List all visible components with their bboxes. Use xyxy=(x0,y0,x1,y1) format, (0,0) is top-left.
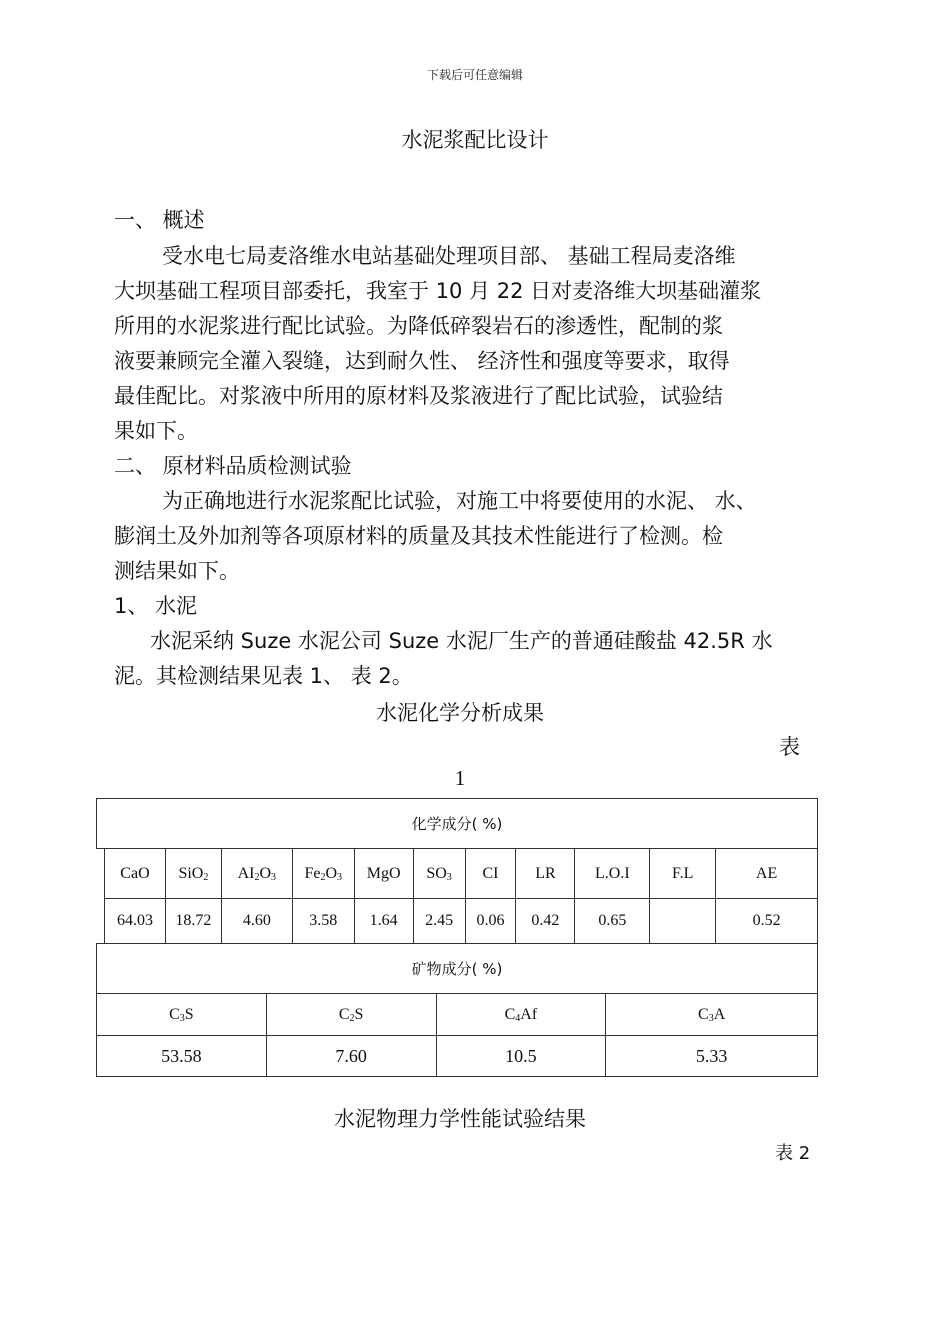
formula-subscript: 2 xyxy=(254,871,260,883)
chem-column-header xyxy=(465,849,516,899)
section2-line: 测结果如下。 xyxy=(114,559,240,583)
formula-text: MgO xyxy=(366,864,401,882)
formula-subscript: 3 xyxy=(271,871,277,883)
document-title: 水泥浆配比设计 xyxy=(401,128,549,152)
chem-column-header xyxy=(516,849,575,899)
chem-column-header xyxy=(354,849,413,899)
formula-subscript: 2 xyxy=(203,871,209,883)
table1-label-number: 1 xyxy=(454,766,466,790)
section2-heading: 二、 原材料品质检测试验 xyxy=(114,454,352,478)
mineral-column-header xyxy=(97,994,267,1036)
formula-text: LR xyxy=(535,864,556,882)
mineral-composition-table xyxy=(96,943,818,1077)
formula-text: Fe xyxy=(304,864,321,882)
page-header: 下载后可任意编辑 xyxy=(426,68,523,82)
formula-text: A xyxy=(713,1005,726,1023)
chem-value-cell: 0.42 xyxy=(516,899,575,944)
chem-column-header xyxy=(716,849,818,899)
chem-value-cell: 64.03 xyxy=(105,899,166,944)
chem-column-header xyxy=(292,849,354,899)
section1-line: 最佳配比。对浆液中所用的原材料及浆液进行了配比试验，试验结 xyxy=(114,384,723,408)
chem-column-header xyxy=(221,849,292,899)
mineral-column-header xyxy=(436,994,606,1036)
chem-column-header xyxy=(575,849,650,899)
formula-text: C xyxy=(504,1005,516,1023)
formula-subscript: 2 xyxy=(349,1012,355,1024)
chem-value-cell: 1.64 xyxy=(354,899,413,944)
chem-column-header xyxy=(165,849,221,899)
section1-line: 大坝基础工程项目部委托，我室于 10 月 22 日对麦洛维大坝基础灌浆 xyxy=(114,279,762,303)
table1-label: 表 xyxy=(779,735,800,759)
formula-text: SiO xyxy=(178,864,204,882)
chem-value-cell: 0.52 xyxy=(716,899,818,944)
chem-column-header xyxy=(105,849,166,899)
formula-text: S xyxy=(184,1005,194,1023)
mineral-value-cell: 53.58 xyxy=(97,1036,267,1077)
section1-line: 受水电七局麦洛维水电站基础处理项目部、 基础工程局麦洛维 xyxy=(162,244,736,268)
table1-caption: 水泥化学分析成果 xyxy=(376,701,544,725)
formula-subscript: 4 xyxy=(515,1012,521,1024)
chem-composition-table xyxy=(104,848,818,944)
chem-value-cell xyxy=(650,899,716,944)
formula-text: L.O.I xyxy=(594,864,630,882)
section1-line: 液要兼顾完全灌入裂缝，达到耐久性、 经济性和强度等要求，取得 xyxy=(114,349,730,373)
chem-value-cell: 18.72 xyxy=(165,899,221,944)
formula-text: AE xyxy=(755,864,778,882)
table2-label: 表 2 xyxy=(775,1143,811,1164)
chem-value-row xyxy=(105,899,818,944)
formula-text: Af xyxy=(520,1005,538,1023)
subsection1-line: 泥。其检测结果见表 1、 表 2。 xyxy=(114,664,413,688)
formula-subscript: 3 xyxy=(337,871,342,883)
formula-text: F.L xyxy=(671,864,694,882)
mineral-value-cell: 10.5 xyxy=(436,1036,606,1077)
formula-subscript: 2 xyxy=(320,871,326,883)
formula-text: C xyxy=(338,1005,350,1023)
formula-text: O xyxy=(259,864,272,882)
subsection1-line: 水泥采纳 Suze 水泥公司 Suze 水泥厂生产的普通硅酸盐 42.5R 水 xyxy=(150,629,773,653)
chem-value-cell: 0.06 xyxy=(465,899,516,944)
chem-column-header xyxy=(650,849,716,899)
formula-subscript: 3 xyxy=(179,1012,185,1024)
section1-line: 果如下。 xyxy=(114,419,198,443)
mineral-value-row xyxy=(97,1036,818,1077)
formula-text: CI xyxy=(482,864,499,882)
formula-text: CaO xyxy=(120,864,150,882)
section2-line: 膨润土及外加剂等各项原材料的质量及其技术性能进行了检测。检 xyxy=(114,524,723,548)
formula-subscript: 3 xyxy=(446,871,452,883)
formula-text: SO xyxy=(426,864,447,882)
mineral-column-header xyxy=(266,994,436,1036)
mineral-composition-header: 矿物成分( %) xyxy=(97,944,818,994)
chem-column-header xyxy=(413,849,465,899)
mineral-value-cell: 7.60 xyxy=(266,1036,436,1077)
formula-text: AI xyxy=(237,864,255,882)
chem-value-cell: 4.60 xyxy=(221,899,292,944)
mineral-value-cell: 5.33 xyxy=(606,1036,818,1077)
chem-header-table xyxy=(96,798,818,849)
chem-value-cell: 0.65 xyxy=(575,899,650,944)
section2-line: 为正确地进行水泥浆配比试验，对施工中将要使用的水泥、 水、 xyxy=(162,489,757,513)
formula-text: C xyxy=(698,1005,709,1023)
table2-caption: 水泥物理力学性能试验结果 xyxy=(334,1107,586,1131)
chem-value-cell: 3.58 xyxy=(292,899,354,944)
mineral-column-header xyxy=(606,994,818,1036)
mineral-header-row xyxy=(97,994,818,1036)
section1-line: 所用的水泥浆进行配比试验。为降低碎裂岩石的渗透性，配制的浆 xyxy=(114,314,723,338)
subsection1-heading: 1、 水泥 xyxy=(114,594,198,618)
chem-composition-header: 化学成分( %) xyxy=(97,799,818,849)
formula-subscript: 3 xyxy=(708,1012,714,1024)
section1-heading: 一、 概述 xyxy=(114,208,205,232)
formula-text: O xyxy=(325,864,337,882)
chem-value-cell: 2.45 xyxy=(413,899,465,944)
chem-header-row xyxy=(105,849,818,899)
formula-text: S xyxy=(354,1005,364,1023)
formula-text: C xyxy=(169,1005,180,1023)
